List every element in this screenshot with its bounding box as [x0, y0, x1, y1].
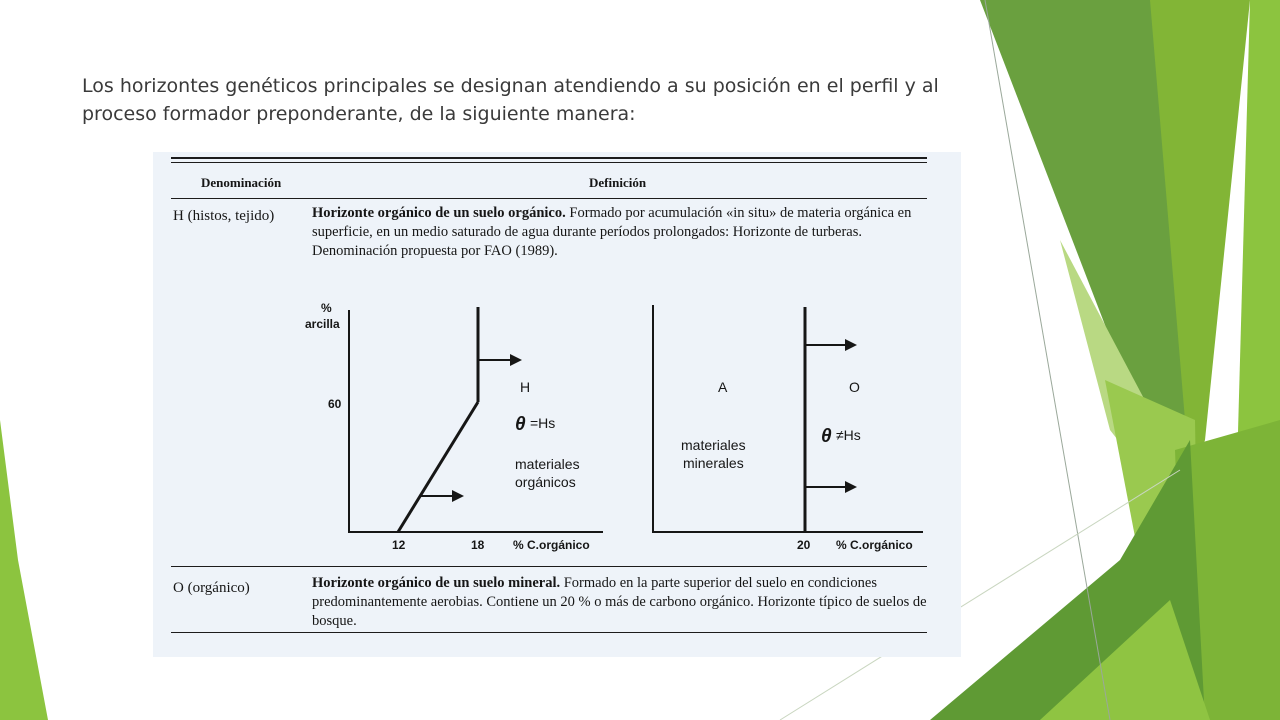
left-profile-line [398, 402, 478, 532]
y-axis-label-arcilla: arcilla [305, 317, 340, 331]
figure-bottom-rule [171, 566, 927, 567]
definition-h-bold: Horizonte orgánico de un suelo orgánico. [312, 205, 566, 221]
horizon-o-label: O [849, 379, 860, 395]
theta-symbol-left: θ [515, 414, 526, 435]
definition-o-bold: Horizonte orgánico de un suelo mineral. [312, 575, 561, 591]
y-tick-60: 60 [328, 397, 342, 411]
arrow-lower-head [452, 490, 464, 502]
material-right-2: minerales [683, 455, 744, 471]
term-h: H (histos, tejido) [173, 208, 275, 224]
x-tick-18: 18 [471, 538, 485, 552]
table-bottom-rule [171, 632, 927, 633]
arrow-upper-head [510, 354, 522, 366]
definition-o [312, 574, 932, 631]
material-left-1: materiales [515, 456, 580, 472]
header-denominacion: Denominación [201, 175, 282, 190]
left-x-axis-label: % C.orgánico [513, 538, 590, 552]
intro-text: Los horizontes genéticos principales se designan atendiendo a su posición en el perfil y al proceso formador preponderante, de la siguiente manera: [82, 75, 939, 125]
header-definicion: Definición [589, 175, 647, 190]
theta-relation-left: =Hs [530, 415, 556, 431]
scanned-table-image [153, 152, 961, 657]
right-axes [653, 305, 923, 532]
term-o: O (orgánico) [173, 580, 250, 596]
theta-relation-right: ≠Hs [836, 427, 861, 443]
x-tick-12: 12 [392, 538, 406, 552]
arrow-right-lower-head [845, 481, 857, 493]
left-axes [349, 310, 603, 532]
theta-symbol-right: θ [821, 426, 832, 447]
y-axis-label-percent: % [321, 301, 332, 315]
horizon-h-label: H [520, 379, 531, 395]
definition-o-text: Formado en la parte superior del suelo en condiciones predominantemente aerobias. Contiene un 20 % o más de carbono orgánico. Horizonte típico de suelos de bosque. [312, 575, 927, 629]
left-diagram [349, 307, 603, 532]
horizon-a-label: A [718, 379, 728, 395]
x-tick-20: 20 [797, 538, 811, 552]
material-left-2: orgánicos [515, 474, 576, 490]
definition-h-text: Formado por acumulación «in situ» de materia orgánica en superficie, en un medio saturado de agua durante períodos prolongados: Horizonte de turberas. Denominación propuesta por FAO (1989). [312, 205, 912, 259]
material-right-1: materiales [681, 437, 746, 453]
right-diagram [653, 305, 923, 532]
arrow-right-upper-head [845, 339, 857, 351]
right-x-axis-label: % C.orgánico [836, 538, 913, 552]
